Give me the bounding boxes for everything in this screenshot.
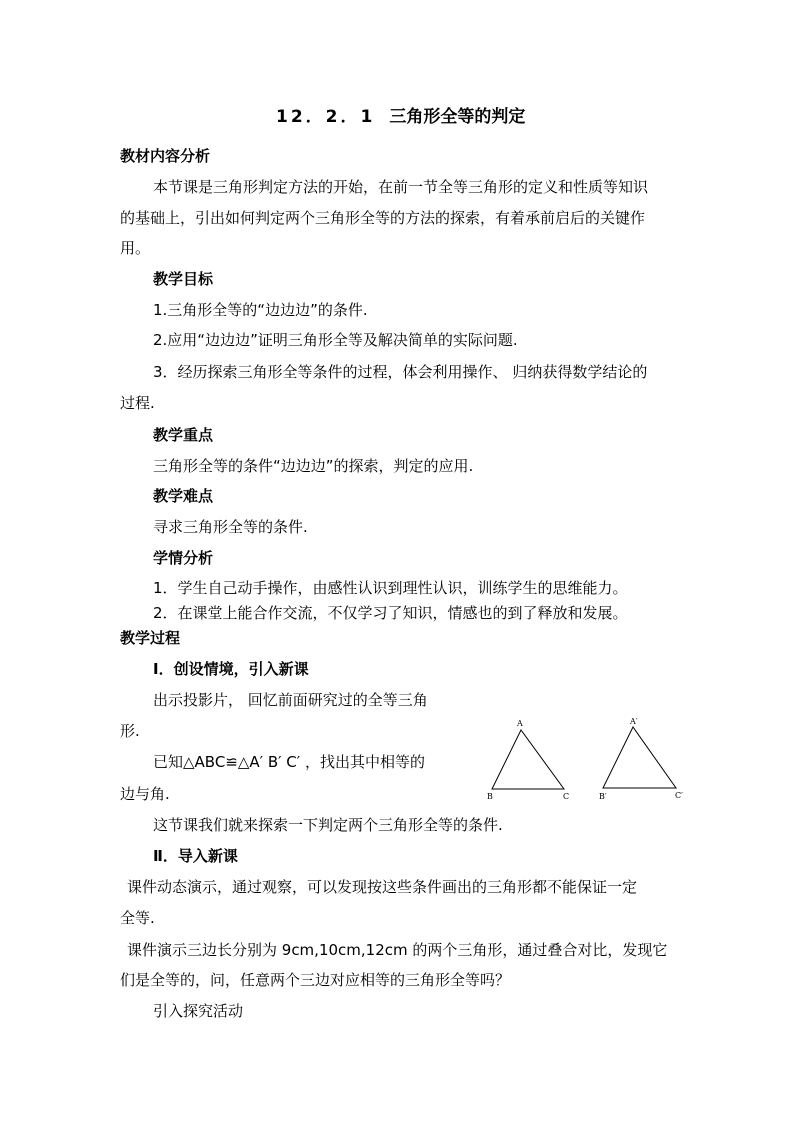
heading-part-2: Ⅱ．导入新课 (153, 847, 238, 865)
heading-goals: 教学目标 (153, 270, 214, 288)
learning-item-1: 1．学生自己动手操作，由感性认识到理性认识，训练学生的思维能力。 (153, 579, 628, 597)
heading-material-analysis: 教材内容分析 (120, 147, 211, 165)
triangles-svg (484, 715, 694, 805)
part1-line-4: 边与角. (120, 785, 170, 803)
part2-line-3: 课件演示三边长分别为 9cm,10cm,12cm 的两个三角形，通过叠合对比，发现它 (127, 941, 668, 959)
difficulty-text: 寻求三角形全等的条件. (153, 518, 308, 536)
label-a-prime: A′ (630, 717, 638, 726)
label-b: B (487, 792, 493, 801)
label-c-prime: C′ (675, 791, 683, 800)
label-b-prime: B′ (599, 792, 607, 801)
part1-line-5: 这节课我们就来探索一下判定两个三角形全等的条件. (153, 816, 503, 834)
triangle-abc (487, 719, 569, 801)
heading-learning-analysis: 学情分析 (153, 549, 214, 567)
goal-item-2: 2.应用“边边边”证明三角形全等及解决简单的实际问题. (153, 331, 518, 349)
material-para-line-3: 用。 (120, 239, 151, 257)
part2-line-2: 全等. (120, 909, 155, 927)
triangle-abc-prime (599, 717, 683, 801)
part1-line-2: 形. (120, 722, 140, 740)
label-c: C (563, 792, 570, 801)
part1-line-3: 已知△ABC≌△A′ B′ C′ ，找出其中相等的 (153, 753, 425, 771)
goal-item-3-line-1: 3．经历探索三角形全等条件的过程，体会利用操作、 归纳获得数学结论的 (153, 363, 648, 381)
part2-line-1: 课件动态演示，通过观察，可以发现按这些条件画出的三角形都不能保证一定 (127, 878, 638, 896)
goal-item-1: 1.三角形全等的“边边边”的条件. (153, 301, 368, 319)
heading-difficulty: 教学难点 (153, 487, 214, 505)
title-text: 三角形全等的判定 (389, 107, 526, 127)
part1-line-1: 出示投影片， 回忆前面研究过的全等三角 (153, 691, 428, 709)
triangle-abc-shape (492, 730, 564, 789)
material-para-line-2: 的基础上，引出如何判定两个三角形全等的方法的探索，有着承前启后的关键作 (120, 209, 646, 227)
title-number: 12．2．1 (276, 107, 376, 127)
page-title (276, 106, 525, 128)
part2-line-5: 引入探究活动 (153, 1002, 244, 1020)
material-para-line-1: 本节课是三角形判定方法的开始，在前一节全等三角形的定义和性质等知识 (153, 178, 649, 196)
learning-item-2: 2．在课堂上能合作交流，不仅学习了知识，情感也的到了释放和发展。 (153, 604, 628, 622)
congruent-triangles-figure (484, 715, 694, 805)
goal-item-3-line-2: 过程. (120, 394, 155, 412)
triangle-abc-prime-shape (603, 727, 676, 788)
label-a: A (517, 719, 523, 728)
heading-process: 教学过程 (120, 629, 181, 647)
heading-part-1: Ⅰ．创设情境，引入新课 (153, 660, 309, 678)
key-point-text: 三角形全等的条件“边边边”的探索，判定的应用. (153, 457, 474, 475)
heading-key-point: 教学重点 (153, 426, 214, 444)
part2-line-4: 们是全等的，问，任意两个三边对应相等的三角形全等吗？ (120, 971, 511, 989)
